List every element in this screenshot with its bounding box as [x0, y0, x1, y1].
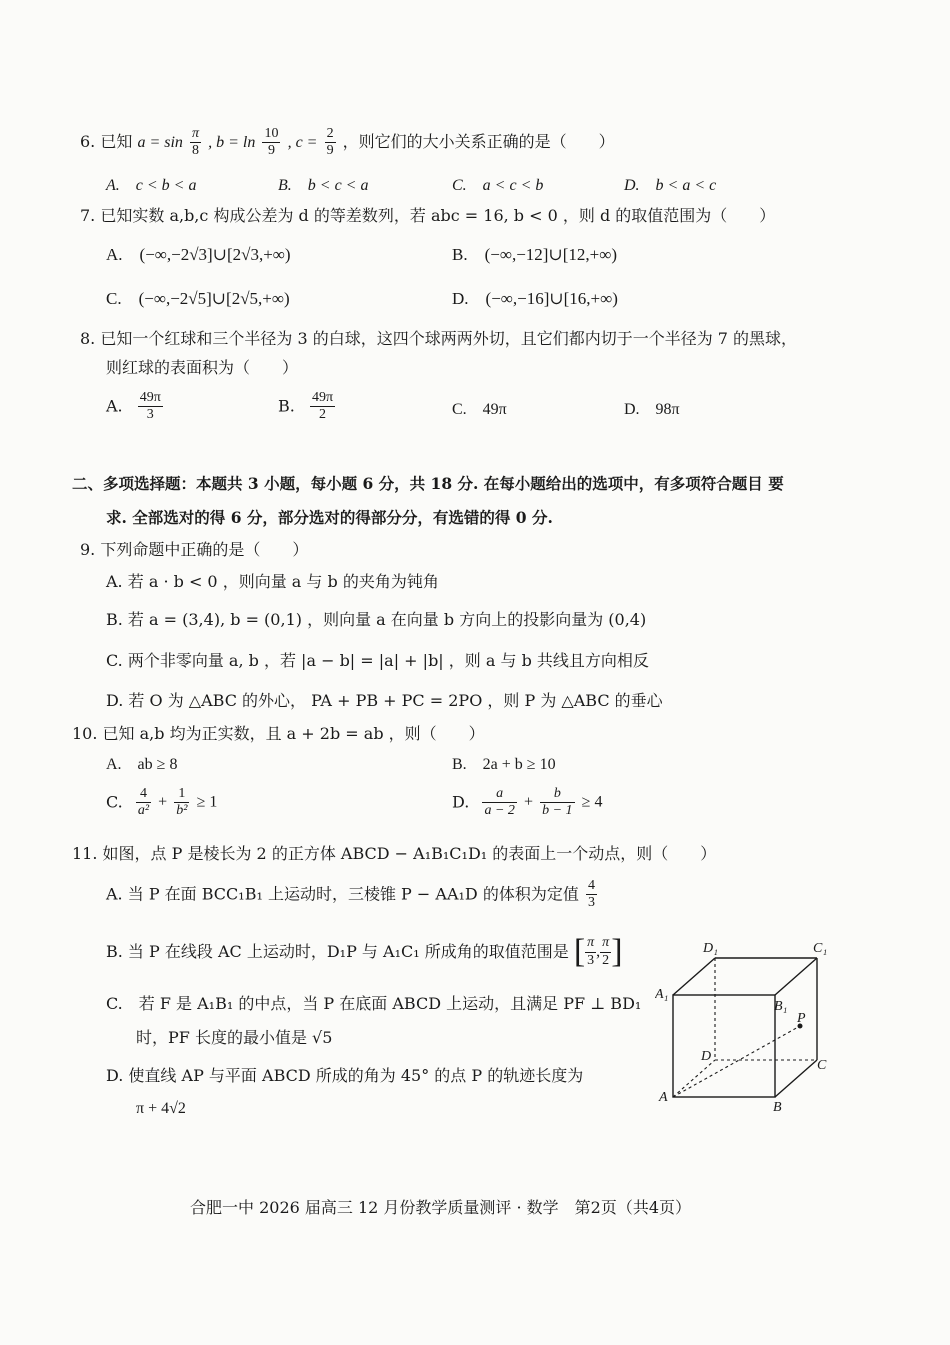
q7-option-a[interactable]: A. (−∞,−2√3]∪[2√3,+∞) — [106, 245, 291, 264]
q11-opt-b-pi1: π — [585, 935, 596, 952]
q8-option-c[interactable]: C. 49π — [452, 401, 507, 418]
q8-opt-a-den: 3 — [146, 407, 154, 423]
label-a1: A₁ — [655, 987, 669, 1002]
q11-opt-b-three: 3 — [587, 952, 595, 968]
q11-opt-a-num: 4 — [586, 878, 597, 895]
q11-opt-b-close: ] — [611, 933, 623, 970]
label-p: P — [797, 1011, 806, 1026]
q8-stem-line1: 8. 已知一个红球和三个半径为 3 的白球，这四个球两两外切，且它们都内切于一个半径为 7 的黑球， — [80, 329, 798, 348]
q10-opt-c-d2: b² — [176, 803, 188, 819]
q10-opt-c-n2: 1 — [174, 786, 189, 803]
q11-stem: 11. 如图，点 P 是棱长为 2 的正方体 ABCD − A₁B₁C₁D₁ 的表面上一个动点，则（ ） — [72, 844, 717, 863]
q11-opt-b-open: [ — [573, 933, 586, 970]
section2-heading-line1: 二、多项选择题：本题共 3 小题，每小题 6 分，共 18 分. 在每小题给出的选项中，有多项符合题目 要 — [72, 474, 784, 493]
page-footer: 合肥一中 2026 届高三 12 月份教学质量测评 · 数学 第2页（共4页） — [190, 1198, 692, 1217]
q6-ten: 10 — [262, 126, 280, 143]
q11-option-d-line2: π + 4√2 — [136, 1100, 186, 1117]
q10-opt-c-d1: a² — [137, 803, 150, 819]
label-c1: C₁ — [813, 941, 828, 956]
label-d1: D₁ — [703, 941, 718, 956]
q8-opt-a-frac — [138, 390, 163, 423]
q7-option-c[interactable]: C. (−∞,−2√5]∪[2√5,+∞) — [106, 289, 290, 308]
cube-edge-bc — [775, 1060, 817, 1097]
q10-option-d[interactable] — [452, 786, 602, 819]
q11-option-d-line1[interactable]: D. 使直线 AP 与平面 ABCD 所成的角为 45° 的点 P 的轨迹长度为 — [106, 1066, 584, 1085]
q11-opt-a-text: A. 当 P 在面 BCC₁B₁ 上运动时，三棱锥 P − AA₁D 的体积为定值 — [106, 884, 579, 904]
q8-opt-b-num: 49π — [310, 390, 335, 407]
q6-option-a[interactable]: A. c < b < a — [106, 177, 197, 194]
q10-opt-d-n2: b — [540, 786, 574, 803]
q11-opt-b-text: B. 当 P 在线段 AC 上运动时，D₁P 与 A₁C₁ 所成角的取值范围是 — [106, 942, 569, 961]
q6-frac-109 — [262, 126, 280, 159]
q10-opt-d-n1: a — [482, 786, 516, 803]
cube-front-face — [673, 995, 775, 1097]
q9-option-b[interactable]: B. 若 a = (3,4), b = (0,1) ，则向量 a 在向量 b 方向上的投影向量为 (0,4) — [106, 610, 647, 629]
q11-opt-a-frac — [586, 878, 597, 911]
q10-opt-d-frac1 — [482, 786, 516, 819]
cube-figure — [655, 938, 845, 1118]
q11-opt-b-frac1 — [585, 935, 596, 968]
q6-pi: π — [190, 126, 201, 143]
label-d: D — [701, 1049, 712, 1064]
q7-option-d[interactable]: D. (−∞,−16]∪[16,+∞) — [452, 289, 618, 308]
q11-option-c-line1[interactable]: C. 若 F 是 A₁B₁ 的中点，当 P 在底面 ABCD 上运动，且满足 PF ⊥ BD₁ — [106, 994, 642, 1013]
q6-option-b[interactable]: B. b < c < a — [278, 177, 369, 194]
q6-expr-b: , b = ln — [208, 134, 256, 152]
q7-stem: 7. 已知实数 a,b,c 构成公差为 d 的等差数列，若 abc = 16, b < 0 ，则 d 的取值范围为（ ） — [80, 206, 776, 225]
q10-stem: 10. 已知 a,b 均为正实数，且 a + 2b = ab ，则（ ） — [72, 724, 485, 743]
q8-opt-b-frac — [310, 390, 335, 423]
q6-nine: 9 — [267, 143, 275, 159]
q6-stem — [80, 126, 615, 159]
cube-edge-b1c1 — [775, 958, 817, 995]
q10-opt-d-frac2 — [540, 786, 574, 819]
q11-option-a[interactable] — [106, 878, 599, 911]
q8-option-d[interactable]: D. 98π — [624, 401, 680, 418]
q10-opt-c-label: C. — [106, 792, 123, 812]
q10-opt-c-tail: ≥ 1 — [196, 793, 218, 811]
q11-option-b[interactable] — [106, 935, 623, 969]
label-c: C — [817, 1058, 827, 1073]
q6-prefix: 6. 已知 — [80, 132, 133, 152]
label-b: B — [773, 1100, 782, 1115]
q10-opt-c-frac2 — [174, 786, 189, 819]
q11-option-c-line2: 时，PF 长度的最小值是 √5 — [136, 1028, 333, 1047]
q6-two: 2 — [325, 126, 336, 143]
q11-opt-b-two: 2 — [602, 952, 610, 968]
q6-expr-c: , c = — [287, 134, 318, 152]
q9-option-a[interactable]: A. 若 a · b < 0 ，则向量 a 与 b 的夹角为钝角 — [106, 572, 439, 591]
cube-edge-a1d1 — [673, 958, 715, 995]
q6-eight: 8 — [192, 143, 200, 159]
q10-opt-c-frac1 — [136, 786, 151, 819]
q9-option-c[interactable]: C. 两个非零向量 a, b ，若 |a − b| = |a| + |b| ，则 a 与 b 共线且方向相反 — [106, 651, 649, 670]
q10-opt-c-n1: 4 — [136, 786, 151, 803]
label-a: A — [659, 1090, 668, 1105]
q8-option-a[interactable] — [106, 390, 165, 423]
q8-opt-a-num: 49π — [138, 390, 163, 407]
q6-frac-29 — [325, 126, 336, 159]
q10-option-a[interactable]: A. ab ≥ 8 — [106, 756, 178, 773]
q6-nine2: 9 — [326, 143, 334, 159]
q8-option-b[interactable] — [278, 390, 337, 423]
q10-opt-d-label: D. — [452, 792, 470, 812]
q10-opt-d-d2: b − 1 — [542, 803, 573, 819]
q10-option-c[interactable] — [106, 786, 217, 819]
q8-stem-line2: 则红球的表面积为（ ） — [106, 358, 299, 377]
q10-opt-d-d1: a − 2 — [484, 803, 515, 819]
q11-opt-b-comma: , — [596, 943, 601, 960]
q10-option-b[interactable]: B. 2a + b ≥ 10 — [452, 756, 556, 773]
q6-expr-a: a = sin — [137, 134, 183, 152]
q11-opt-b-pi2: π — [600, 935, 611, 952]
q6-option-d[interactable]: D. b < a < c — [624, 177, 717, 194]
q10-opt-d-tail: ≥ 4 — [581, 793, 603, 811]
q9-stem: 9. 下列命题中正确的是（ ） — [80, 540, 309, 559]
label-b1: B₁ — [774, 999, 788, 1014]
q6-frac-pi8 — [190, 126, 201, 159]
section2-heading-line2: 求. 全部选对的得 6 分，部分选对的得部分分，有选错的得 0 分. — [106, 508, 553, 527]
q10-opt-c-plus: + — [158, 793, 168, 811]
q8-opt-a-label: A. — [106, 396, 123, 416]
q10-opt-d-plus: + — [523, 793, 534, 811]
cube-segment-ap — [673, 1026, 800, 1097]
q8-opt-b-den: 2 — [318, 407, 326, 423]
q6-suffix: ，则它们的大小关系正确的是（ ） — [342, 132, 615, 152]
q11-opt-b-frac2 — [600, 935, 611, 968]
q9-option-d[interactable]: D. 若 O 为 △ABC 的外心， PA + PB + PC = 2PO ，则 P 为 △ABC 的垂心 — [106, 691, 663, 710]
q8-opt-b-label: B. — [278, 396, 295, 416]
cube-edge-ad-hidden — [673, 1060, 715, 1097]
q6-option-c[interactable]: C. a < c < b — [452, 177, 544, 194]
q11-opt-a-den: 3 — [587, 895, 595, 911]
q7-option-b[interactable]: B. (−∞,−12]∪[12,+∞) — [452, 245, 617, 264]
